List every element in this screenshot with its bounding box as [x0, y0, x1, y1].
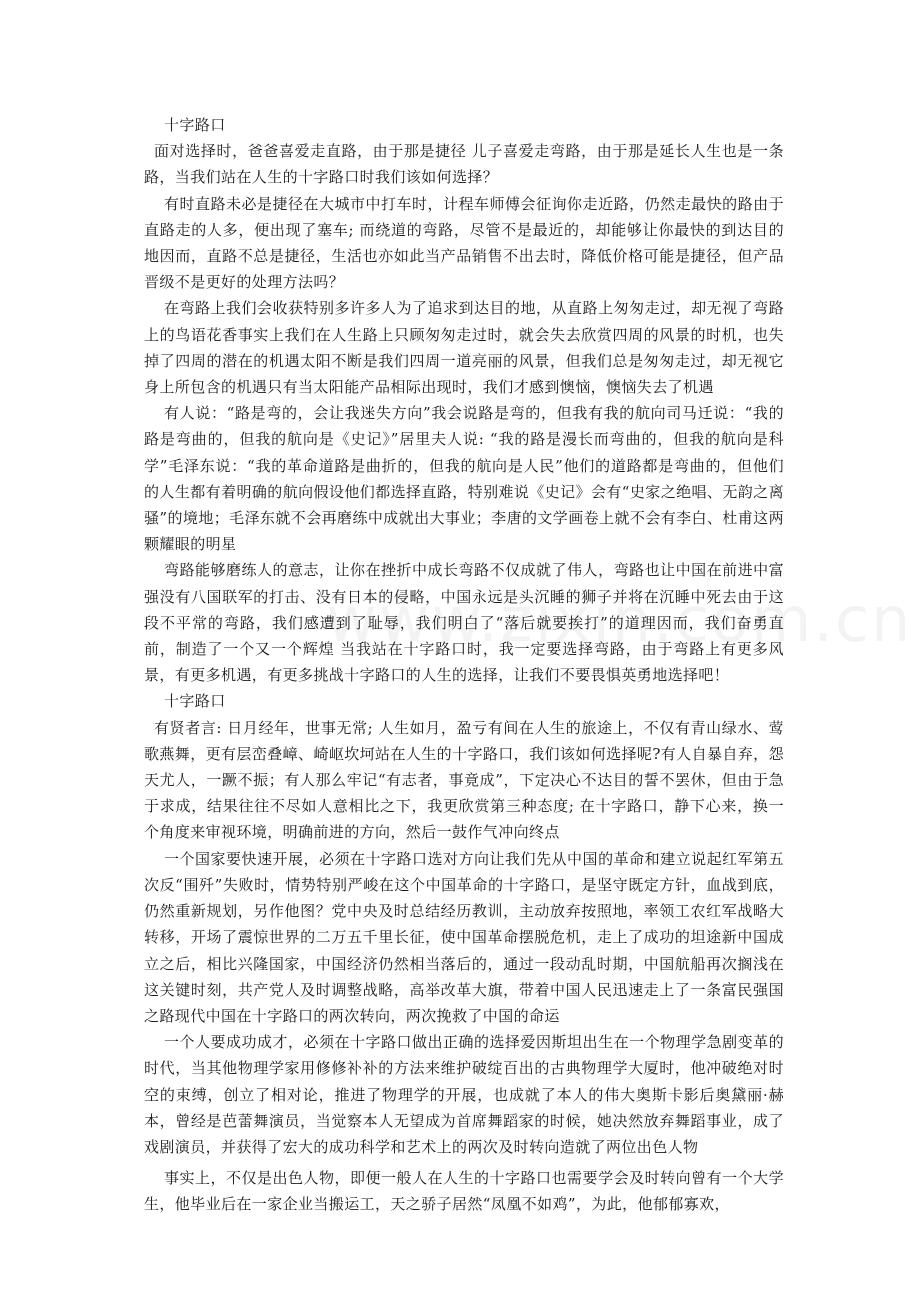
document-body — [144, 112, 784, 1218]
article-2-paragraph-4: 事实上，不仅是出色人物，即便一般人在人生的十字路口也需要学会及时转向曾有一个大学生，他毕业后在一家企业当搬运工，天之骄子居然“凤凰不如鸡”，为此，他郁郁寡欢， — [144, 1169, 784, 1214]
article-2-paragraph-2: 一个国家要快速开展，必须在十字路口选对方向让我们先从中国的革命和建立说起红军第五次反“围歼”失败时，情势特别严峻在这个中国革命的十字路口，是坚守既定方针，血战到底，仍然重新规划，另作他图？党中央及时总结经历教训，主动放弃按照地，率领工农红军战略大转移，开场了震惊世界的二万五千里长征，使中国革命摆脱危机，走上了成功的坦途新中国成立之后，相比兴隆国家，中国经济仍然相当落后的，通过一段动乱时期，中国航船再次搁浅在这关键时刻，共产党人及时调整战略，高举改革大旗，带着中国人民迅速走上了一条富民强国之路现代中国在十字路口的两次转向，两次挽救了中国的命运 — [144, 849, 784, 1025]
article-1-paragraph-5: 弯路能够磨练人的意志，让你在挫折中成长弯路不仅成就了伟人，弯路也让中国在前进中富强没有八国联军的打击、没有日本的侵略，中国永远是头沉睡的狮子并将在沉睡中死去由于这段不平常的弯路，我们感遭到了耻辱，我们明白了“落后就要挨打”的道理因而，我们奋勇直前，制造了一个又一个辉煌 当我站在十字路口时，我一定要选择弯路，由于弯路上有更多风景，有更多机遇，有更多挑战十字路口的人生的选择，让我们不要畏惧英勇地选择吧！ — [144, 561, 784, 685]
article-1-paragraph-3: 在弯路上我们会收获特别多许多人为了追求到达目的地，从直路上匆匆走过，却无视了弯路上的鸟语花香事实上我们在人生路上只顾匆匆走过时，就会失去欣赏四周的风景的时机，也失掉了四周的潜在的机遇太阳不断是我们四周一道亮丽的风景，但我们总是匆匆走过，却无视它身上所包含的机遇只有当太阳能产品相际出现时，我们才感到懊恼，懊恼失去了机遇 — [144, 299, 784, 397]
article-2-paragraph-1: 有贤者言: 日月经年，世事无常; 人生如月，盈亏有间在人生的旅途上，不仅有青山绿水、莺歌燕舞，更有层峦叠嶂、崎岖坎坷站在人生的十字路口，我们该如何选择呢?有人自暴自弃，怨天尤人，一蹶不振；有人那么牢记“有志者，事竟成”，下定决心不达目的誓不罢休，但由于急于求成，结果往往不尽如人意相比之下，我更欣赏第三种态度; 在十字路口，静下心来，换一个角度来审视环境，明确前进的方向，然后一鼓作气冲向终点 — [144, 718, 784, 842]
article-1-title: 十字路口 — [164, 116, 226, 134]
article-2-paragraph-3: 一个人要成功成才，必须在十字路口做出正确的选择爱因斯坦出生在一个物理学急剧变革的时代，当其他物理学家用修修补补的方法来维护破绽百出的古典物理学大厦时，他冲破绝对时空的束缚，创立了相对论，推进了物理学的开展，也成就了本人的伟大奥斯卡影后奥黛丽·赫本，曾经是芭蕾舞演员，当觉察本人无望成为首席舞蹈家的时候，她决然放弃舞蹈事业，成了戏剧演员，并获得了宏大的成功科学和艺术上的两次及时转向造就了两位出色人物 — [144, 1033, 784, 1156]
article-1-paragraph-4: 有人说：“路是弯的，会让我迷失方向”我会说路是弯的，但我有我的航向司马迁说：“我的路是弯曲的，但我的航向是《史记》”居里夫人说: “我的路是漫长而弯曲的，但我的航向是科学”毛泽东说：“我的革命道路是曲折的，但我的航向是人民”他们的道路都是弯曲的，但他们的人生都有着明确的航向假设他们都选择直路，特别难说《史记》会有“史家之绝唱、无韵之离骚”的境地；毛泽东就不会再磨练中成就出大事业；李唐的文学画卷上就不会有李白、杜甫这两颗耀眼的明星 — [144, 404, 784, 554]
article-1-paragraph-1: 面对选择时，爸爸喜爱走直路，由于那是捷径 儿子喜爱走弯路，由于那是延长人生也是一条路，当我们站在人生的十字路口时我们该如何选择？ — [144, 142, 784, 187]
article-2-title: 十字路口 — [164, 692, 226, 711]
article-1-paragraph-2: 有时直路未必是捷径在大城市中打车时，计程车师傅会征询你走近路，仍然走最快的路由于直路走的人多，便出现了塞车; 而绕道的弯路，尽管不是最近的，却能够让你最快的到达目的地因而，直路不总是捷径，生活也亦如此当产品销售不出去时，降低价格可能是捷径，但产品晋级不是更好的处理方法吗？ — [144, 194, 784, 292]
